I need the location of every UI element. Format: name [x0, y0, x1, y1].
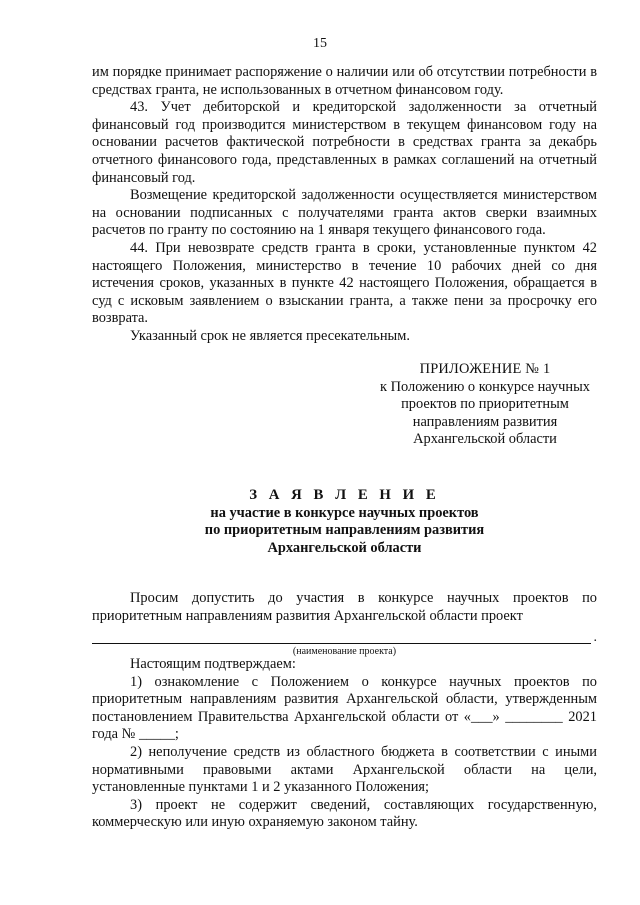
confirm-item: 2) неполучение средств из областного бюджета в соответствии с иными нормативными правовыми актами Архангельской области на цели, установленные пунктами 1 и 2 указанного Положения; [92, 743, 597, 796]
page-number: 15 [313, 36, 327, 51]
appendix-title: ПРИЛОЖЕНИЕ № 1 [419, 361, 551, 377]
confirm-intro: Настоящим подтверждаем: [130, 656, 296, 672]
paragraph: им порядке принимает распоряжение о наличии или об отсутствии потребности в средствах гранта, не использованных в отчетном финансовом году. [92, 64, 597, 98]
appendix-line: направлениям развития [412, 413, 558, 430]
request-text: Просим допустить до участия в конкурсе научных проектов по приоритетным направлениям развития Архангельской области проект [92, 590, 597, 624]
appendix-header [350, 361, 620, 449]
paragraph: Указанный срок не является пресекательным. [130, 327, 410, 344]
application-subtitle-line: на участие в конкурсе научных проектов [210, 504, 479, 521]
appendix-line: проектов по приоритетным [401, 396, 569, 413]
request-section [92, 590, 597, 659]
application-title [92, 487, 597, 557]
line-end: . [593, 629, 597, 645]
application-subtitle-line: Архангельской области [267, 539, 422, 556]
paragraph: 44. При невозврате средств гранта в сроки, установленные пунктом 42 настоящего Положения, министерство в течение 10 рабочих дней со дня истечения сроков, указанных в пункте 42 настоящего Положения, обращается в суд с исковым заявлением о взыскании гранта, а также пени за просрочку его возврата. [92, 239, 597, 327]
application-heading: З А Я В Л Е Н И Е [249, 487, 440, 503]
project-name-field[interactable] [92, 625, 597, 645]
paragraph: 43. Учет дебиторской и кредиторской задолженности за отчетный финансовый год производится министерством в текущем финансовом году на основании расчетов фактической потребности в средствах гранта за декабрь отчетного финансового года, представленных в рамках соглашений на отчетный финансовый год. [92, 99, 597, 186]
confirm-item: 1) ознакомление с Положением о конкурсе научных проектов по приоритетным направлениям развития Архангельской области, утвержденным постановлением Правительства Архангельской области от «___» ________ 2021 года № _____; [92, 673, 597, 743]
appendix-line: к Положению о конкурсе научных [380, 378, 590, 395]
regulation-text [92, 64, 597, 346]
paragraph: Возмещение кредиторской задолженности осуществляется министерством на основании подписанных с получателями гранта актов сверки взаимных расчетов по гранту по состоянию на 1 января текущего финансового года. [92, 187, 597, 239]
appendix-line: Архангельской области [413, 431, 557, 448]
project-name-caption: (наименование проекта) [292, 646, 397, 658]
confirmation-section [92, 656, 597, 832]
confirm-item: 3) проект не содержит сведений, составляющих государственную, коммерческую или иную охраняемую законом тайну. [92, 796, 597, 831]
application-subtitle-line: по приоритетным направлениям развития [204, 522, 485, 539]
